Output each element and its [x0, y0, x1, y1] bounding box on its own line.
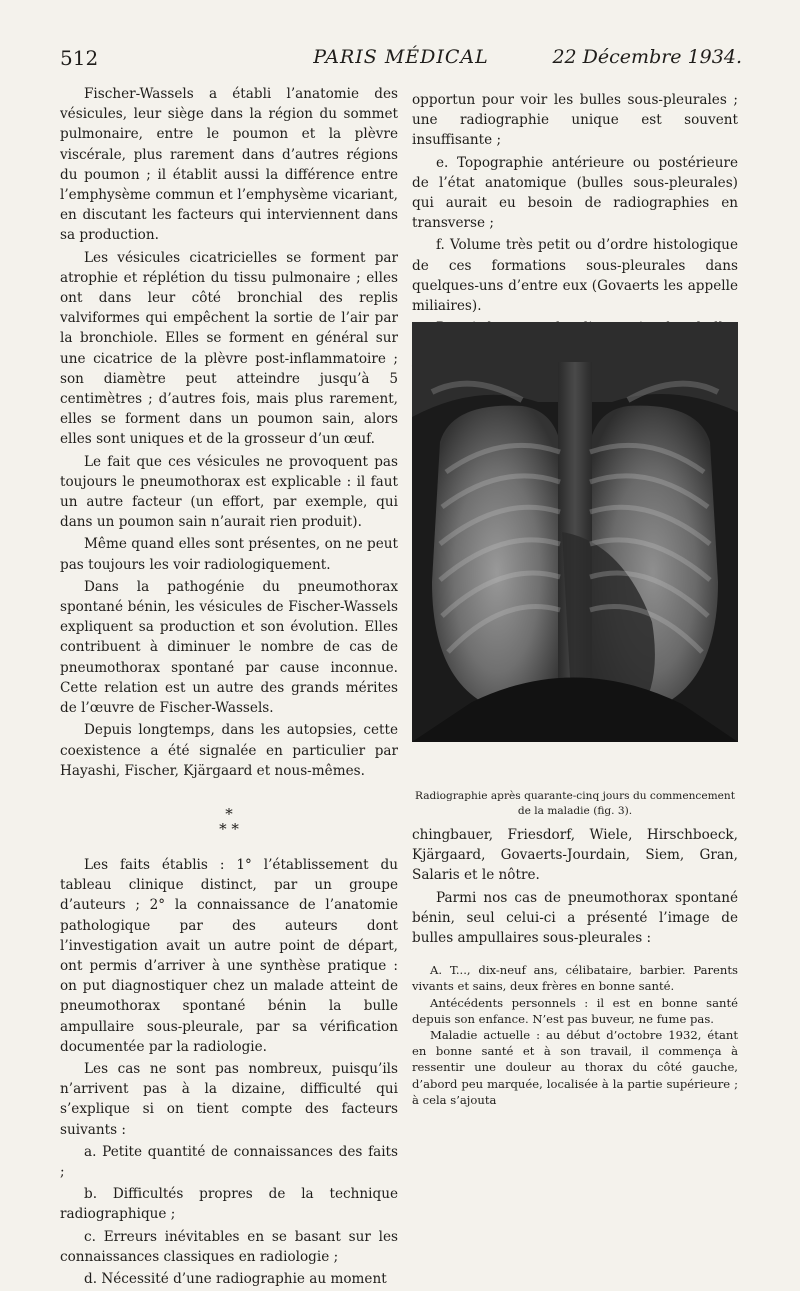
left-column — [60, 84, 398, 1291]
paragraph: chingbauer, Friesdorf, Wiele, Hirschboeck, Kjärgaard, Govaerts-Jourdain, Siem, Gran, Salaris et le nôtre. — [412, 827, 738, 884]
journal-title: PARIS MÉDICAL — [313, 46, 489, 68]
chest-radiograph-image — [412, 322, 738, 742]
figure-caption: Radiographie après quarante-cinq jours du commencement de la maladie (fig. 3). — [414, 790, 736, 817]
case-paragraph: Antécédents personnels : il est en bonne santé depuis son enfance. N’est pas buveur, ne fume pas. — [412, 995, 738, 1026]
list-item: c. Erreurs inévitables en se basant sur les connaissances classiques en radiologie ; — [60, 1228, 398, 1265]
paragraph: Fischer-Wassels a établi l’anatomie des vésicules, leur siège dans la région du sommet pulmonaire, entre le poumon et la plèvre viscérale, plus rarement dans d’autres régions du poumon ; il établit aussi la différence entre l’emphysème commun et l’emphysème vicariant, en discutant les facteurs qui interviennent dans sa production. — [60, 86, 398, 244]
section-separator — [60, 804, 398, 838]
list-item: f. Volume très petit ou d’ordre histologique de ces formations sous-pleurales dans quelques-uns d’entre eux (Govaerts les appelle miliaires). — [412, 237, 738, 315]
paragraph: Dans la pathogénie du pneumothorax spontané bénin, les vésicules de Fischer-Wassels expliquent sa production et son évolution. Elles contribuent à diminuer le nombre de cas de pneumothorax spontané par cause inconnue. Cette relation est un autre des grands mérites de l’œuvre de Fischer-Wassels. — [60, 578, 398, 717]
page-number: 512 — [60, 46, 99, 70]
separator-stars: * * — [219, 819, 239, 838]
separator-star: * — [225, 804, 233, 823]
list-item: d. Nécessité d’une radiographie au moment — [84, 1270, 387, 1287]
paragraph: Les faits établis : 1° l’établissement du tableau clinique distinct, par un groupe d’auteurs ; 2° la connaissance de l’anatomie pathologique par des auteurs dont l’investigation avait un autre point de départ, ont permis d’arriver à une synthèse pratique : on put diagnostiquer chez un malade atteint de pneumothorax spontané bénin la bulle ampullaire sous-pleurale, par sa vérification documentée par la radiologie. — [60, 856, 398, 1055]
case-paragraph: Maladie actuelle : au début d’octobre 1932, étant en bonne santé et à son travail, il commença à ressentir une douleur au thorax du côté gauche, d’abord peu marquée, localisée à la partie supérieure ; à cela s’ajouta — [412, 1028, 738, 1107]
case-paragraph: A. T..., dix-neuf ans, célibataire, barbier. Parents vivants et sains, deux frères en bonne santé. — [412, 963, 738, 994]
paragraph: Le fait que ces vésicules ne provoquent pas toujours le pneumothorax est explicable : il faut un autre facteur (un effort, par exemple, qui dans un poumon sain n’aurait rien produit). — [60, 453, 398, 531]
paragraph: Parmi nos cas de pneumothorax spontané bénin, seul celui-ci a présenté l’image de bulles ampullaires sous-pleurales : — [412, 889, 738, 947]
paragraph: Même quand elles sont présentes, on ne peut pas toujours les voir radiologiquement. — [60, 536, 398, 573]
list-item: e. Topographie antérieure ou postérieure de l’état anatomique (bulles sous-pleurales) qui aurait eu besoin de radiographies en transverse ; — [412, 154, 738, 232]
issue-date: 22 Décembre 1934. — [552, 46, 742, 68]
page-header — [60, 46, 742, 78]
paragraph: Les cas ne sont pas nombreux, puisqu’ils n’arrivent pas à la dizaine, difficulté qui s’explique si on tient compte des facteurs suivants : — [60, 1060, 398, 1138]
case-report — [412, 962, 738, 1108]
paragraph: opportun pour voir les bulles sous-pleurales ; une radiographie unique est souvent insuffisante ; — [412, 92, 738, 149]
paragraph: Depuis longtemps, dans les autopsies, cette coexistence a été signalée en particulier par Hayashi, Fischer, Kjärgaard et nous-mêmes. — [60, 722, 398, 779]
paragraph: Les vésicules cicatricielles se forment par atrophie et réplétion du tissu pulmonaire ; elles ont dans leur côté bronchial des replis valviformes qui empêchent la sortie de l’air par la bronchiole. Elles se forment en général sur une cicatrice de la plèvre post-inflammatoire ; son diamètre peut atteindre jusqu’à 5 centimètres ; d’autres fois, mais plus rarement, elles se forment dans un poumon sain, alors elles sont uniques et de la grosseur d’un œuf. — [60, 249, 398, 448]
list-item: b. Difficultés propres de la technique radiographique ; — [60, 1186, 398, 1223]
chest-radiograph-figure — [412, 322, 738, 742]
right-column-bottom — [412, 825, 738, 1108]
list-item: a. Petite quantité de connaissances des faits ; — [60, 1143, 398, 1180]
